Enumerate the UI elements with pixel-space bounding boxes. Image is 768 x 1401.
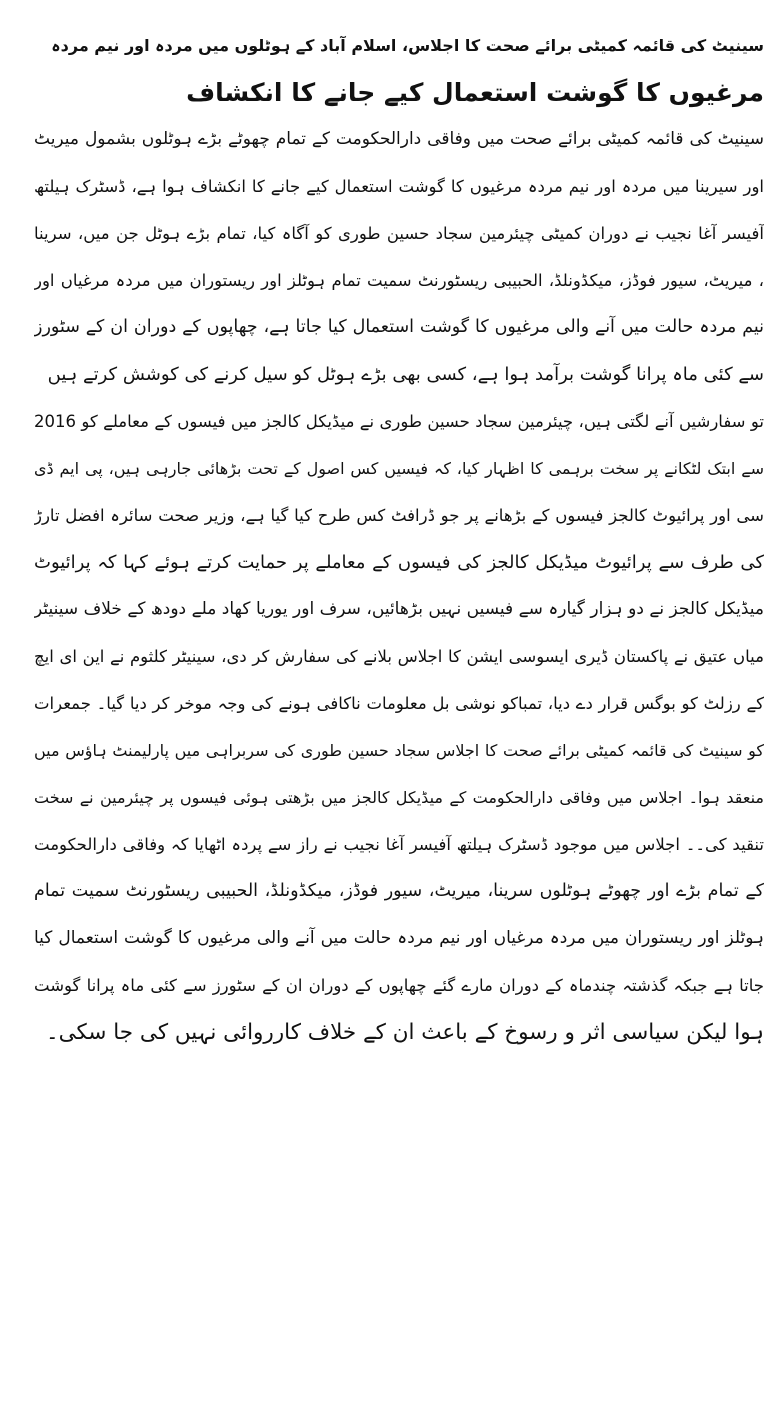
body-line: کے رزلٹ کو بوگس قرار دے دیا، تمباکو نوشی بل معلومات ناکافی ہونے کی وجہ موخر کر دیا گیا۔ جمعرات xyxy=(34,694,764,713)
body-line: ہوٹلز اور ریستوران میں مردہ مرغیاں اور نیم مردہ حالت میں آنے والی مرغیوں کا گوشت استعمال کیا xyxy=(34,928,764,948)
body-line: اور سیرینا میں مردہ اور نیم مردہ مرغیوں کا گوشت استعمال کیے جانے کا انکشاف ہوا ہے، ڈسٹرک ہیلتھ xyxy=(34,177,764,196)
body-line: تو سفارشیں آنے لگتی ہیں، چیئرمین سجاد حسین طوری نے میڈیکل کالجز میں فیسوں کے معاملے کو 2016 xyxy=(34,412,764,431)
body-line: میاں عتیق نے پاکستان ڈیری ایسوسی ایشن کا اجلاس بلانے کی سفارش کر دی، سینیٹر کلثوم نے این ای ایچ xyxy=(34,647,764,666)
body-line: سی اور پرائیوٹ کالجز فیسوں کے بڑھانے پر جو ڈرافٹ کس طرح کیا گیا ہے، وزیر صحت سائرہ افضل تارڑ xyxy=(34,506,764,525)
body-line: کی طرف سے پرائیوٹ میڈیکل کالجز کی فیسوں کے معاملے پر حمایت کرتے ہوئے کہا کہ پرائیوٹ xyxy=(34,552,764,573)
headline-line: مرغیوں کا گوشت استعمال کیے جانے کا انکشاف xyxy=(186,78,764,107)
news-article xyxy=(34,22,764,1056)
body-line: کو سینیٹ کی قائمہ کمیٹی برائے صحت کا اجلاس سجاد حسین طوری کی سربراہی میں پارلیمنٹ ہاؤس میں xyxy=(34,741,764,760)
headline-line: سینیٹ کی قائمہ کمیٹی برائے صحت کا اجلاس، اسلام آباد کے ہوٹلوں میں مردہ اور نیم مردہ xyxy=(51,36,764,55)
article-body xyxy=(34,116,764,1056)
body-line: سے ابتک لٹکانے پر سخت برہمی کا اظہار کیا، کہ فیسیں کس اصول کے تحت بڑھائی جارہی ہیں، پی ایم ڈی xyxy=(34,459,764,478)
body-line: کے تمام بڑے اور چھوٹے ہوٹلوں سرینا، میریٹ، سیور فوڈز، میکڈونلڈ، الحبیبی ریسٹورنٹ سمیت تمام xyxy=(34,881,764,901)
body-line: سینیٹ کی قائمہ کمیٹی برائے صحت میں وفاقی دارالحکومت کے تمام چھوٹے بڑے ہوٹلوں بشمول میریٹ xyxy=(34,129,764,149)
body-line: میڈیکل کالجز نے دو ہزار گیارہ سے فیسیں نہیں بڑھائیں، سرف اور یوریا کھاد ملے دودھ کے خلاف سینیٹر xyxy=(34,599,764,619)
body-line: ہوا لیکن سیاسی اثر و رسوخ کے باعث ان کے خلاف کارروائی نہیں کی جا سکی۔ xyxy=(45,1020,764,1045)
body-line: ، میریٹ، سیور فوڈز، میکڈونلڈ، الحبیبی ریسٹورنٹ سمیت تمام ہوٹلز اور ریستوران میں مردہ مرغیاں اور xyxy=(34,271,764,290)
article-headline xyxy=(34,22,764,116)
body-line: جاتا ہے جبکہ گذشتہ چندماہ کے دوران مارے گئے چھاپوں کے دوران ان کے سٹورز سے کئی ماہ پرانا گوشت xyxy=(34,976,764,995)
body-line: منعقد ہوا۔ اجلاس میں وفاقی دارالحکومت کے میڈیکل کالجز میں بڑھتی ہوئی فیسوں پر چیئرمین نے سخت xyxy=(34,788,764,807)
body-line: آفیسر آغا نجیب نے دوران کمیٹی چیئرمین سجاد حسین طوری کو آگاہ کیا، تمام بڑے ہوٹل جن میں، سرینا xyxy=(34,224,764,243)
body-line: نیم مردہ حالت میں آنے والی مرغیوں کا گوشت استعمال کیا جاتا ہے، چھاپوں کے دوران ان کے سٹورز xyxy=(34,317,764,337)
body-line: تنقید کی۔۔ اجلاس میں موجود ڈسٹرک ہیلتھ آفیسر آغا نجیب نے راز سے پردہ اٹھایا کہ وفاقی دارالحکومت xyxy=(34,835,764,854)
body-line: سے کئی ماہ پرانا گوشت برآمد ہوا ہے، کسی بھی بڑے ہوٹل کو سیل کرنے کی کوشش کرتے ہیں xyxy=(47,364,764,385)
